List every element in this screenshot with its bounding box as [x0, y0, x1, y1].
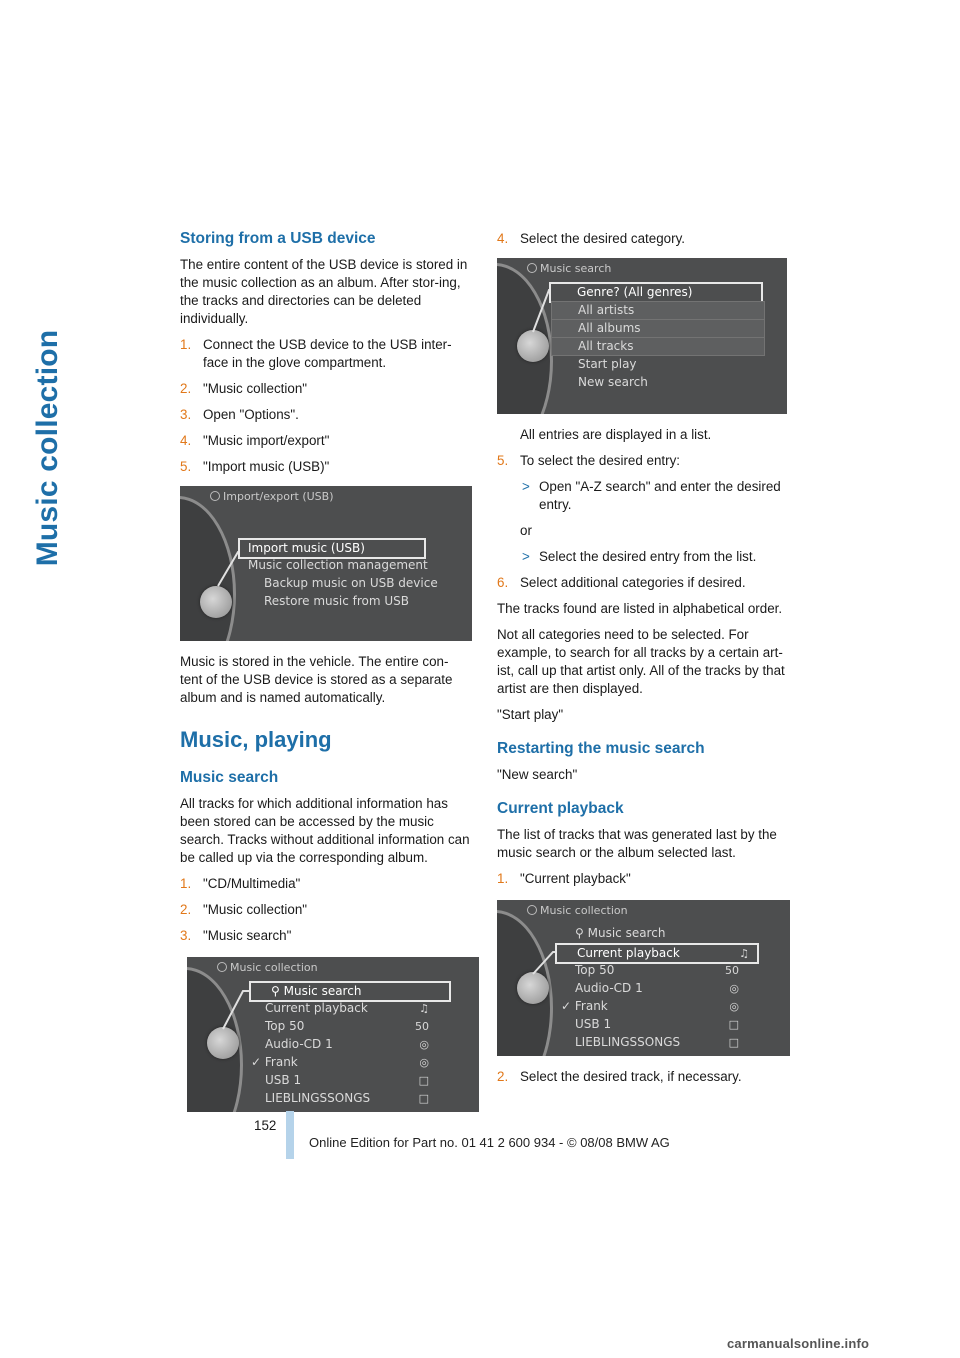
cd-icon: ◎ — [419, 1038, 429, 1051]
search-icon: ⚲ — [575, 926, 588, 940]
menu-item-current-playback[interactable]: Current playback ♫ — [555, 943, 759, 964]
screenshot-import-export — [180, 486, 472, 641]
heading-music-playing: Music, playing — [180, 727, 332, 752]
usb-icon: □ — [728, 1018, 739, 1031]
screen-title: Import/export (USB) — [210, 490, 334, 503]
side-section-tab — [28, 228, 68, 668]
step-storing-1: 1. Connect the USB device to the USB inter-face in the glove compartment. — [180, 337, 452, 370]
menu-item-start-play[interactable]: Start play — [578, 357, 637, 371]
menu-item-music-search[interactable]: ⚲ Music search — [575, 926, 666, 940]
menu-item-current-playback[interactable]: Current playback ♫ — [265, 1001, 429, 1015]
screen-title: Music search — [527, 262, 611, 275]
menu-item-genre[interactable]: Genre? (All genres) — [549, 282, 763, 303]
paragraph-not-all: Not all categories need to be selected. For example, to search for all tracks by a certain art-ist, call up that artist only. All of the tracks by that artist are then displayed. — [497, 627, 785, 696]
menu-item-new-search[interactable]: New search — [578, 375, 648, 389]
paragraph-stored: Music is stored in the vehicle. The entire con-tent of the USB device is stored as a separate album and is named automatically. — [180, 654, 453, 705]
watermark[interactable]: carmanualsonline.info — [727, 1336, 870, 1351]
folder-icon: □ — [418, 1092, 429, 1105]
step-current-1: 1. "Current playback" — [497, 871, 631, 886]
heading-restart: Restarting the music search — [497, 740, 705, 757]
menu-item-lieblingssongs[interactable]: LIEBLINGSSONGS □ — [575, 1035, 739, 1049]
step-current-2: 2. Select the desired track, if necessary. — [497, 1069, 742, 1084]
screen-title: Music collection — [217, 961, 318, 974]
cd-icon: ◎ — [729, 1000, 739, 1013]
step-storing-2: 2. "Music collection" — [180, 381, 308, 396]
search-icon: ⚲ — [271, 984, 284, 998]
step-storing-3: 3. Open "Options". — [180, 407, 299, 422]
menu-item-collection-management[interactable]: Music collection management — [248, 558, 428, 572]
page-number: 152 — [254, 1118, 277, 1133]
heading-music-search: Music search — [180, 769, 279, 786]
heading-storing: Storing from a USB device — [180, 230, 376, 247]
footer-bar — [286, 1111, 294, 1159]
menu-item-import-music[interactable]: Import music (USB) — [238, 538, 426, 559]
step-search-1: 1. "CD/Multimedia" — [180, 876, 301, 891]
screen-title: Music collection — [527, 904, 628, 917]
menu-item-music-search[interactable]: ⚲ Music search — [249, 981, 451, 1002]
screenshot-music-search — [497, 258, 787, 414]
menu-item-audio-cd[interactable]: Audio-CD 1 ◎ — [265, 1037, 429, 1051]
right-column — [497, 230, 787, 1094]
playlist-icon: ♫ — [739, 947, 749, 960]
left-column — [180, 230, 470, 1124]
menu-item-top50[interactable]: Top 50 50 — [265, 1019, 429, 1033]
cd-icon: ◎ — [419, 1056, 429, 1069]
menu-item-restore-music[interactable]: Restore music from USB — [264, 594, 410, 608]
menu-item-top50[interactable]: Top 50 50 — [575, 963, 739, 977]
folder-icon: □ — [728, 1036, 739, 1049]
step-additional-6: 6. Select additional categories if desired. — [497, 575, 746, 590]
menu-item-usb1[interactable]: USB 1 □ — [265, 1073, 429, 1087]
step-select-5: 5. To select the desired entry: — [497, 453, 681, 468]
top50-icon: 50 — [725, 964, 739, 977]
menu-item-frank[interactable]: ✓ Frank ◎ — [251, 1055, 429, 1069]
menu-item-all-artists[interactable]: All artists — [551, 301, 765, 320]
usb-icon: □ — [418, 1074, 429, 1087]
menu-item-all-tracks[interactable]: All tracks — [551, 337, 765, 356]
menu-item-all-albums[interactable]: All albums — [551, 319, 765, 338]
sub-step-az: > Open "A-Z search" and enter the desired entry. — [522, 479, 781, 512]
sub-step-list: > Select the desired entry from the list. — [522, 549, 757, 564]
paragraph-or: or — [520, 523, 532, 538]
paragraph-found: The tracks found are listed in alphabetical order. — [497, 601, 783, 616]
menu-item-audio-cd[interactable]: Audio-CD 1 ◎ — [575, 981, 739, 995]
paragraph-entries: All entries are displayed in a list. — [520, 427, 712, 442]
menu-item-frank[interactable]: ✓ Frank ◎ — [561, 999, 739, 1013]
screenshot-music-collection-1 — [187, 957, 479, 1112]
cd-icon: ◎ — [729, 982, 739, 995]
step-storing-4: 4. "Music import/export" — [180, 433, 330, 448]
paragraph-current: The list of tracks that was generated last by the music search or the album selected last. — [497, 827, 777, 860]
paragraph-storing: The entire content of the USB device is stored in the music collection as an album. After stor-ing, the tracks and directories can be deleted individually. — [180, 257, 468, 326]
menu-item-lieblingssongs[interactable]: LIEBLINGSSONGS □ — [265, 1091, 429, 1105]
top50-icon: 50 — [415, 1020, 429, 1033]
paragraph-search: All tracks for which additional information has been stored can be accessed by the music search. Tracks without additional information can be called up via the corresponding album. — [180, 796, 470, 865]
menu-item-backup-music[interactable]: Backup music on USB device — [264, 576, 438, 590]
screenshot-music-collection-2 — [497, 900, 790, 1056]
heading-current-playback: Current playback — [497, 800, 624, 817]
edition-line: Online Edition for Part no. 01 41 2 600 934 - © 08/08 BMW AG — [309, 1135, 670, 1150]
section-title: Music collection — [31, 329, 64, 567]
step-storing-5: 5. "Import music (USB)" — [180, 459, 330, 474]
paragraph-start-play: "Start play" — [497, 707, 564, 722]
step-category-4: 4. Select the desired category. — [497, 231, 685, 246]
step-search-2: 2. "Music collection" — [180, 902, 308, 917]
checkmark-icon: ✓ — [561, 999, 575, 1013]
playlist-icon: ♫ — [419, 1002, 429, 1015]
paragraph-new-search: "New search" — [497, 767, 578, 782]
step-search-3: 3. "Music search" — [180, 928, 292, 943]
checkmark-icon: ✓ — [251, 1055, 265, 1069]
menu-item-usb1[interactable]: USB 1 □ — [575, 1017, 739, 1031]
